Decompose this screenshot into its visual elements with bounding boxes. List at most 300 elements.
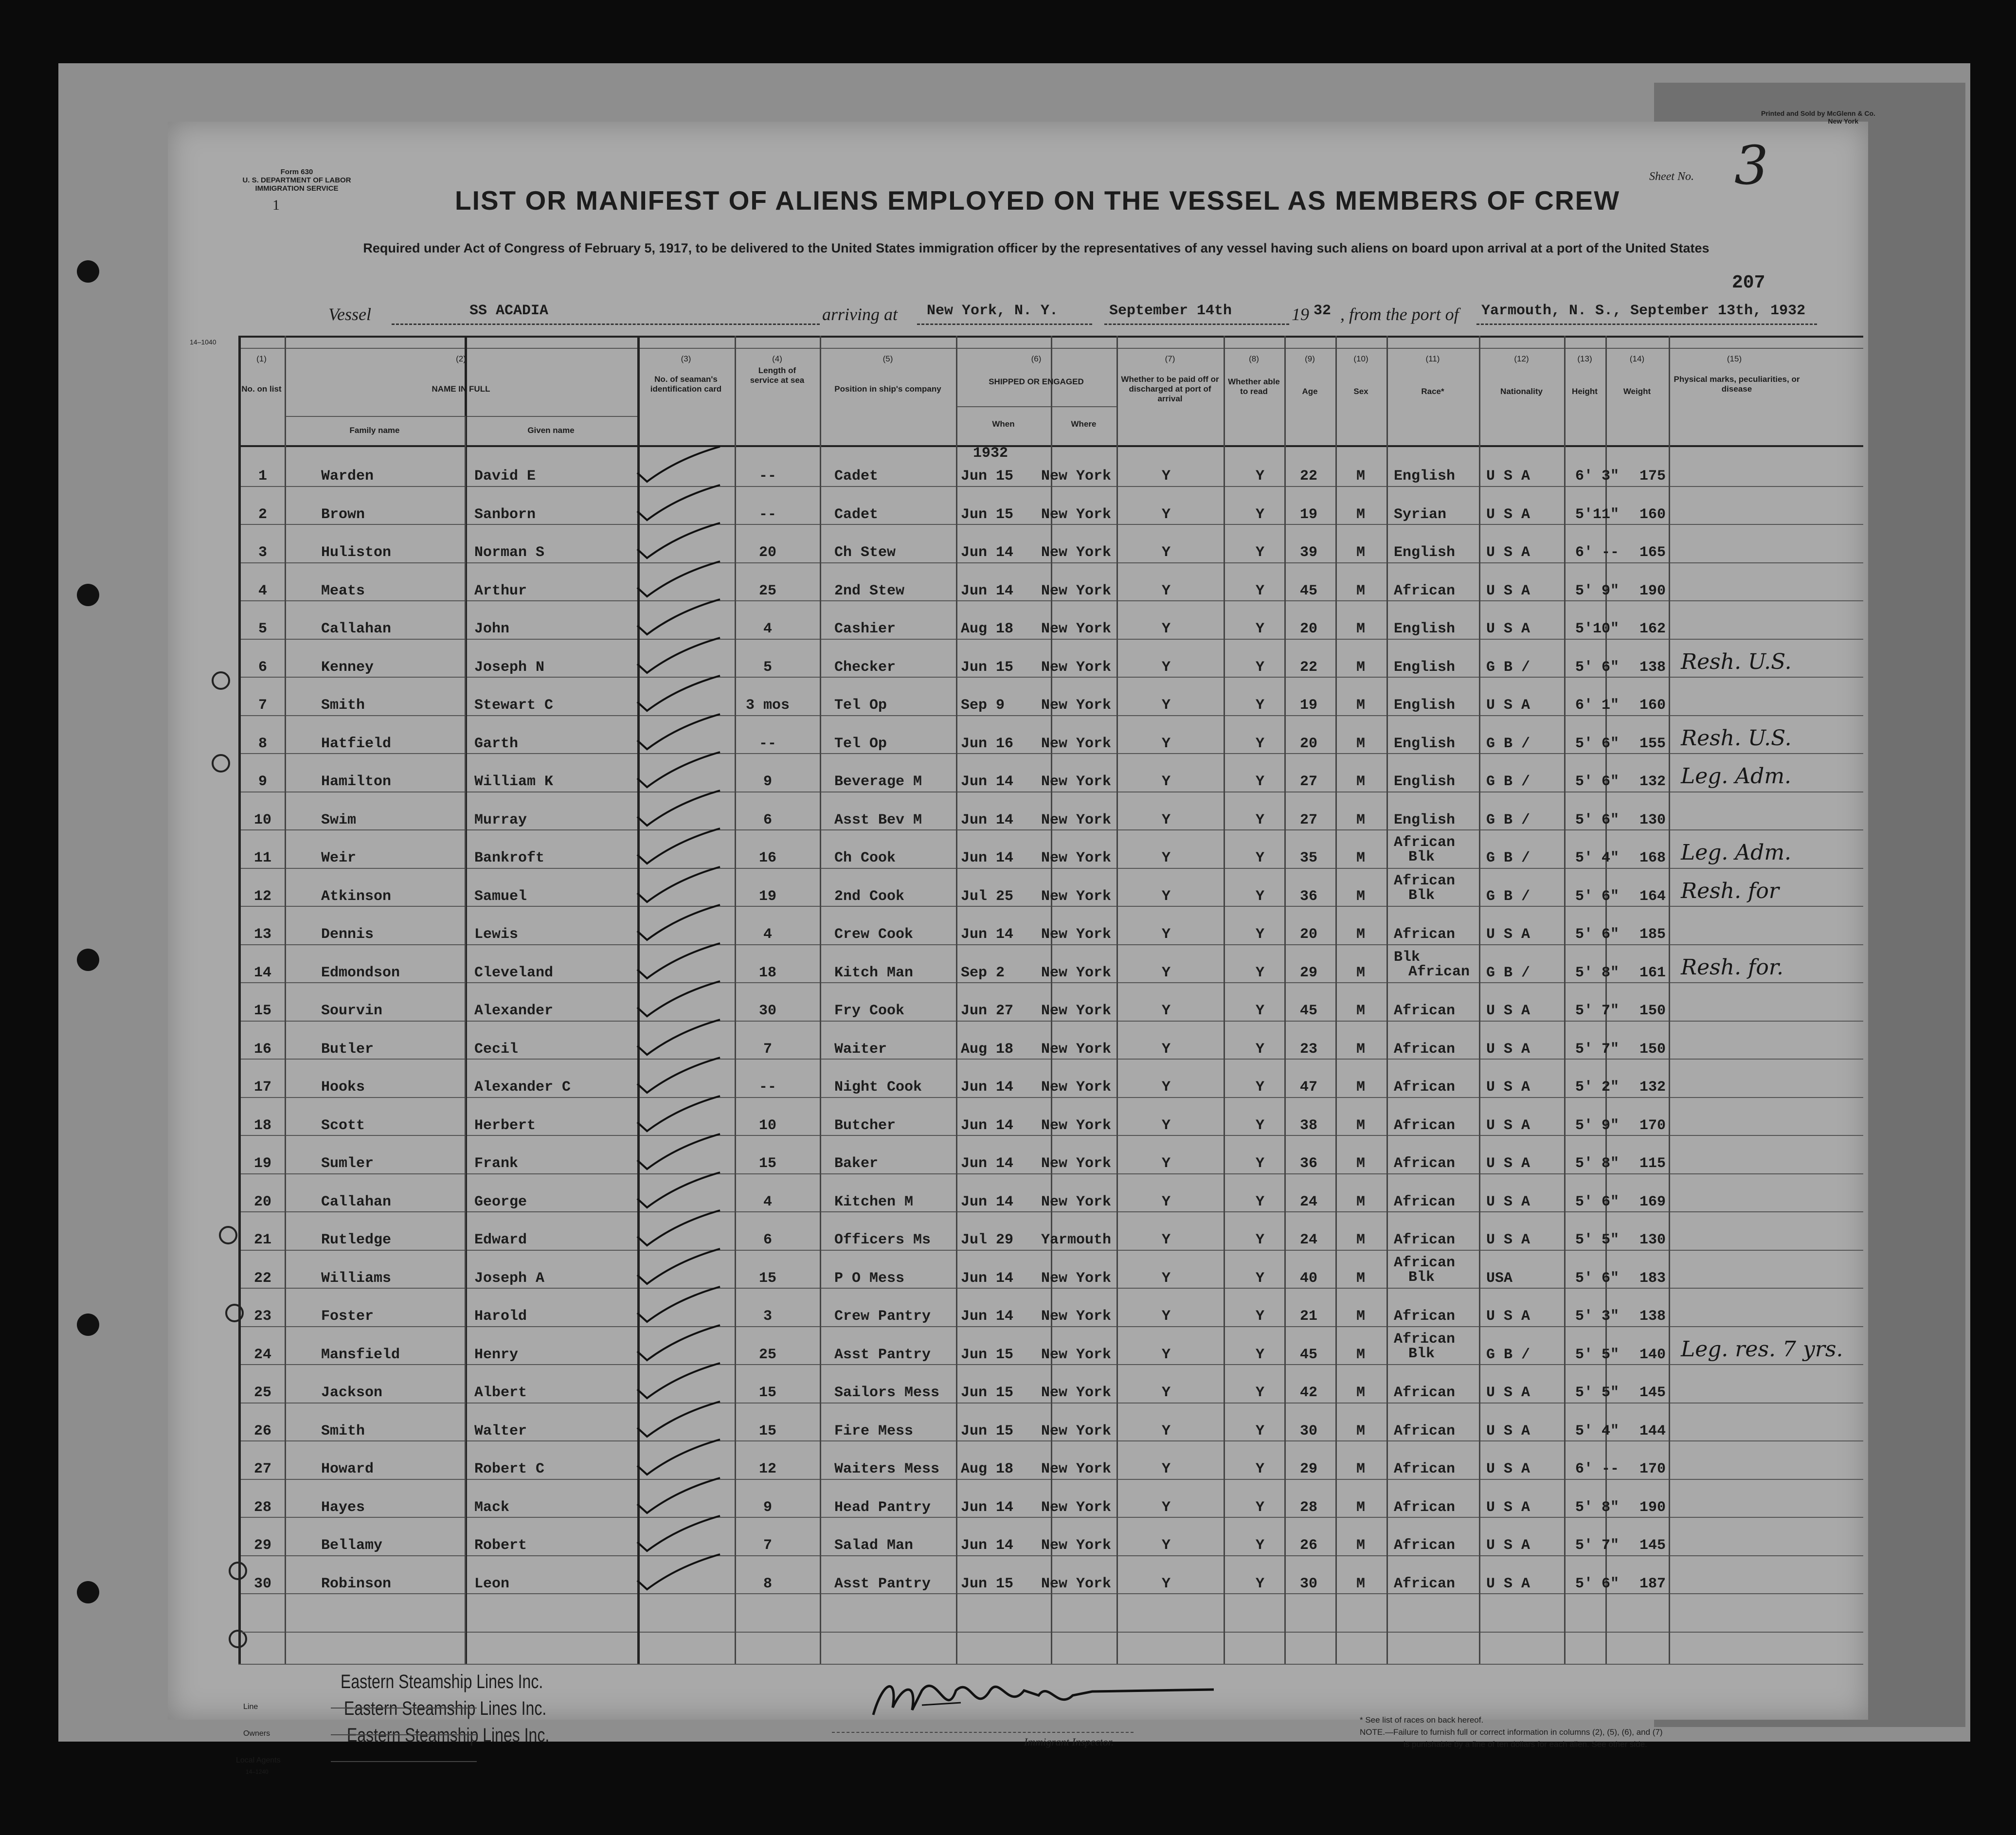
cell-when: Jun 14 (961, 1193, 1014, 1210)
cell-when: Jun 14 (961, 850, 1014, 866)
cell-height: 5' 7" (1575, 1003, 1620, 1019)
cell-family-name: Sourvin (321, 1003, 383, 1019)
cell-race-secondary: Blk (1408, 1269, 1435, 1286)
cell-height: 5' 4" (1575, 1422, 1620, 1439)
cell-length-of-service: 16 (758, 850, 776, 866)
check-mark-icon (632, 1474, 725, 1518)
cell-paid-off: Y (1161, 544, 1170, 561)
cell-family-name: Dennis (321, 926, 374, 943)
cell-where: New York (1041, 1155, 1112, 1172)
check-mark-icon (632, 1359, 725, 1403)
cell-height: 5' 6" (1575, 774, 1620, 790)
cell-where: New York (1041, 659, 1112, 676)
cell-family-name: Atkinson (321, 888, 392, 905)
cell-height: 5' 6" (1575, 659, 1620, 676)
inspector-label: Immigrant Inspector. (1024, 1736, 1114, 1748)
cell-sex: M (1356, 1041, 1365, 1058)
cell-sex: M (1356, 1537, 1365, 1554)
cell-position: Night Cook (834, 1079, 922, 1096)
check-mark-icon (632, 1512, 725, 1556)
cell-where: New York (1041, 964, 1112, 981)
check-mark-icon (632, 1321, 725, 1365)
cell-sex: M (1356, 697, 1365, 714)
cell-nationality: U S A (1486, 697, 1530, 714)
cell-number: 8 (258, 735, 267, 752)
cell-nationality: U S A (1486, 582, 1530, 599)
cell-given-name: Alexander (474, 1003, 554, 1019)
cell-family-name: Smith (321, 1422, 365, 1439)
cell-family-name: Edmondson (321, 964, 400, 981)
cell-where: New York (1041, 1079, 1112, 1096)
header-paid-off: Whether to be paid off or discharged at port of arrival (1121, 375, 1219, 403)
cell-height: 5' 7" (1575, 1041, 1620, 1058)
cell-length-of-service: -- (758, 735, 776, 752)
cell-number: 1 (258, 468, 267, 485)
cell-race: African (1394, 1499, 1456, 1516)
cell-able-to-read: Y (1255, 621, 1264, 637)
cell-number: 2 (258, 506, 267, 523)
punch-hole (212, 754, 230, 773)
agents-underline (331, 1761, 477, 1762)
cell-able-to-read: Y (1255, 850, 1264, 866)
cell-number: 15 (253, 1003, 271, 1019)
cell-length-of-service: 9 (763, 1499, 772, 1516)
cell-height: 5' 5" (1575, 1385, 1620, 1401)
cell-sex: M (1356, 1385, 1365, 1401)
cell-number: 6 (258, 659, 267, 676)
cell-when: Jun 14 (961, 1499, 1014, 1516)
cell-age: 20 (1299, 735, 1317, 752)
cell-sex: M (1356, 1117, 1365, 1134)
column-rule (1284, 336, 1286, 1664)
cell-when: Jun 15 (961, 659, 1014, 676)
cell-age: 21 (1299, 1308, 1317, 1325)
cell-sex: M (1356, 811, 1365, 828)
header-no-on-list: No. on list (241, 384, 282, 394)
cell-age: 29 (1299, 964, 1317, 981)
cell-family-name: Hamilton (321, 774, 392, 790)
binder-hole (77, 1581, 99, 1603)
cell-physical-marks: Leg. res. 7 yrs. (1681, 1336, 1843, 1362)
cell-where: New York (1041, 1041, 1112, 1058)
cell-sex: M (1356, 544, 1365, 561)
cell-family-name: Callahan (321, 1193, 392, 1210)
column-number: (5) (882, 354, 893, 363)
cell-when: Jun 14 (961, 1270, 1014, 1287)
cell-height: 5' 6" (1575, 926, 1620, 943)
cell-able-to-read: Y (1255, 1155, 1264, 1172)
department: U. S. DEPARTMENT OF LABOR (242, 176, 351, 184)
cell-weight: 155 (1639, 735, 1666, 752)
cell-weight: 170 (1639, 1117, 1666, 1134)
cell-height: 5' 8" (1575, 964, 1620, 981)
cell-height: 5' 7" (1575, 1537, 1620, 1554)
note-penalty-2: is punishable by a fine of ten dollars for each alien. See other side. (1404, 1740, 1647, 1749)
cell-paid-off: Y (1161, 1117, 1170, 1134)
cell-race: English (1394, 811, 1456, 828)
page-subtitle: Required under Act of Congress of February 5, 1917, to be delivered to the United States immigration officer by the representatives of any vessel having such aliens on board upon arrival at a port of the United States (363, 241, 1710, 255)
cell-able-to-read: Y (1255, 544, 1264, 561)
column-rule (1116, 336, 1118, 1664)
cell-age: 24 (1299, 1232, 1317, 1248)
cell-given-name: Murray (474, 811, 527, 828)
year-note: 1932 (973, 445, 1008, 462)
cell-nationality: G B / (1486, 774, 1530, 790)
cell-age: 36 (1299, 1155, 1317, 1172)
cell-given-name: Robert C (474, 1461, 545, 1477)
cell-weight: 162 (1639, 621, 1666, 637)
check-mark-icon (632, 1206, 725, 1250)
cell-weight: 115 (1639, 1155, 1666, 1172)
cell-able-to-read: Y (1255, 926, 1264, 943)
cell-when: Jun 14 (961, 1308, 1014, 1325)
cell-family-name: Mansfield (321, 1346, 400, 1363)
cell-able-to-read: Y (1255, 468, 1264, 485)
check-mark-icon (632, 519, 725, 563)
cell-position: Fire Mess (834, 1422, 914, 1439)
header-name-in-full: NAME IN FULL (432, 384, 490, 394)
cell-able-to-read: Y (1255, 964, 1264, 981)
cell-position: Head Pantry (834, 1499, 931, 1516)
check-mark-icon (632, 825, 725, 868)
cell-age: 20 (1299, 926, 1317, 943)
cell-weight: 165 (1639, 544, 1666, 561)
cell-where: New York (1041, 1499, 1112, 1516)
cell-position: Asst Pantry (834, 1346, 931, 1363)
page-title: LIST OR MANIFEST OF ALIENS EMPLOYED ON THE VESSEL AS MEMBERS OF CREW (455, 185, 1620, 216)
cell-race: African (1394, 1254, 1456, 1271)
departure-port: Yarmouth, N. S., September 13th, 1932 (1481, 303, 1806, 319)
cell-paid-off: Y (1161, 1499, 1170, 1516)
cell-race: African (1394, 1422, 1456, 1439)
cell-when: Jun 15 (961, 1346, 1014, 1363)
cell-physical-marks: Resh. for (1681, 878, 1779, 903)
cell-height: 5' 6" (1575, 1575, 1620, 1592)
cell-family-name: Smith (321, 697, 365, 714)
cell-length-of-service: 7 (763, 1041, 772, 1058)
column-number: (14) (1629, 354, 1645, 363)
header-seaman-card: No. of seaman's identification card (650, 375, 722, 394)
port-underline (917, 324, 1092, 325)
cell-sex: M (1356, 735, 1365, 752)
cell-age: 23 (1299, 1041, 1317, 1058)
header-where: Where (1071, 419, 1097, 429)
cell-able-to-read: Y (1255, 1270, 1264, 1287)
cell-nationality: U S A (1486, 1385, 1530, 1401)
form-number-block (207, 168, 387, 193)
cell-nationality: G B / (1486, 964, 1530, 981)
cell-weight: 132 (1639, 774, 1666, 790)
cell-position: 2nd Cook (834, 888, 905, 905)
binder-hole (77, 949, 99, 971)
cell-family-name: Howard (321, 1461, 374, 1477)
check-mark-icon (632, 863, 725, 907)
header-able-to-read: Whether able to read (1228, 377, 1280, 396)
column-number: (7) (1165, 354, 1175, 363)
cell-paid-off: Y (1161, 1232, 1170, 1248)
cell-age: 19 (1299, 506, 1317, 523)
cell-age: 39 (1299, 544, 1317, 561)
cell-weight: 132 (1639, 1079, 1666, 1096)
column-rule (465, 416, 466, 1664)
cell-family-name: Butler (321, 1041, 374, 1058)
cell-where: New York (1041, 1537, 1112, 1554)
cell-where: Yarmouth (1041, 1232, 1112, 1248)
cell-paid-off: Y (1161, 1193, 1170, 1210)
cell-given-name: Garth (474, 735, 519, 752)
cell-paid-off: Y (1161, 582, 1170, 599)
agents-code: 14–1240 (246, 1768, 269, 1775)
cell-age: 45 (1299, 1346, 1317, 1363)
cell-able-to-read: Y (1255, 735, 1264, 752)
cell-age: 42 (1299, 1385, 1317, 1401)
cell-position: Beverage M (834, 774, 922, 790)
cell-nationality: G B / (1486, 850, 1530, 866)
cell-length-of-service: 19 (758, 888, 776, 905)
cell-height: 5' 6" (1575, 888, 1620, 905)
cell-where: New York (1041, 850, 1112, 866)
cell-sex: M (1356, 1079, 1365, 1096)
cell-paid-off: Y (1161, 1003, 1170, 1019)
column-number: (9) (1305, 354, 1315, 363)
cell-race: English (1394, 774, 1456, 790)
cell-weight: 168 (1639, 850, 1666, 866)
cell-sex: M (1356, 964, 1365, 981)
cell-sex: M (1356, 1308, 1365, 1325)
printer-line-1: Printed and Sold by McGlenn & Co. (1761, 109, 1875, 117)
cell-length-of-service: 25 (758, 1346, 776, 1363)
header-race: Race* (1421, 387, 1444, 396)
cell-when: Jun 15 (961, 1422, 1014, 1439)
cell-race: African (1394, 1041, 1456, 1058)
cell-when: Jun 27 (961, 1003, 1014, 1019)
column-number: (13) (1577, 354, 1592, 363)
cell-given-name: Henry (474, 1346, 519, 1363)
cell-paid-off: Y (1161, 811, 1170, 828)
check-mark-icon (632, 1245, 725, 1289)
cell-given-name: Cleveland (474, 964, 554, 981)
cell-paid-off: Y (1161, 964, 1170, 981)
header-age: Age (1302, 387, 1318, 396)
cell-age: 47 (1299, 1079, 1317, 1096)
cell-number: 7 (258, 697, 267, 714)
cell-nationality: U S A (1486, 1079, 1530, 1096)
cell-given-name: David E (474, 468, 536, 485)
cell-paid-off: Y (1161, 1346, 1170, 1363)
cell-family-name: Rutledge (321, 1232, 392, 1248)
cell-length-of-service: 25 (758, 582, 776, 599)
cell-race: African (1394, 1003, 1456, 1019)
check-mark-icon (632, 939, 725, 983)
cell-weight: 190 (1639, 582, 1666, 599)
cell-height: 5' 8" (1575, 1155, 1620, 1172)
cell-family-name: Weir (321, 850, 357, 866)
cell-weight: 130 (1639, 1232, 1666, 1248)
cell-family-name: Warden (321, 468, 374, 485)
form-number: Form 630 (280, 168, 313, 176)
column-number: (6) (1031, 354, 1042, 363)
check-mark-icon (632, 1130, 725, 1174)
cell-length-of-service: 4 (763, 621, 772, 637)
cell-when: Aug 18 (961, 1461, 1014, 1477)
cell-position: Checker (834, 659, 896, 676)
cell-nationality: G B / (1486, 659, 1530, 676)
cell-where: New York (1041, 1003, 1112, 1019)
cell-able-to-read: Y (1255, 1117, 1264, 1134)
cell-family-name: Swim (321, 811, 357, 828)
cell-able-to-read: Y (1255, 1003, 1264, 1019)
line-company: Eastern Steamship Lines Inc. (341, 1671, 543, 1692)
cell-paid-off: Y (1161, 697, 1170, 714)
column-rule (1564, 336, 1566, 1664)
cell-length-of-service: -- (758, 468, 776, 485)
check-mark-icon (632, 710, 725, 754)
arriving-port: New York, N. Y. (927, 303, 1059, 319)
cell-sex: M (1356, 506, 1365, 523)
cell-height: 5' 6" (1575, 735, 1620, 752)
cell-family-name: Bellamy (321, 1537, 383, 1554)
punch-hole (229, 1630, 247, 1648)
cell-age: 20 (1299, 621, 1317, 637)
cell-position: Cashier (834, 621, 896, 637)
cell-able-to-read: Y (1255, 1575, 1264, 1592)
stamp-number: 207 (1732, 272, 1765, 293)
service: IMMIGRATION SERVICE (255, 184, 339, 193)
cell-nationality: U S A (1486, 1499, 1530, 1516)
cell-paid-off: Y (1161, 1079, 1170, 1096)
column-number: (10) (1353, 354, 1368, 363)
agents-label: Local Agents (236, 1756, 281, 1764)
cell-when: Aug 18 (961, 621, 1014, 637)
check-mark-icon (632, 443, 725, 486)
cell-nationality: U S A (1486, 1232, 1530, 1248)
header-weight: Weight (1623, 387, 1651, 396)
cell-race: African (1394, 1461, 1456, 1477)
cell-position: P O Mess (834, 1270, 905, 1287)
cell-nationality: U S A (1486, 1117, 1530, 1134)
column-rule (285, 336, 286, 1664)
cell-able-to-read: Y (1255, 1041, 1264, 1058)
cell-paid-off: Y (1161, 468, 1170, 485)
departure-underline (1476, 324, 1817, 325)
cell-number: 10 (253, 811, 271, 828)
line-underline (331, 1708, 477, 1709)
cell-family-name: Callahan (321, 621, 392, 637)
cell-sex: M (1356, 1346, 1365, 1363)
cell-given-name: Albert (474, 1385, 527, 1401)
cell-able-to-read: Y (1255, 1079, 1264, 1096)
cell-paid-off: Y (1161, 735, 1170, 752)
cell-height: 5' 6" (1575, 1193, 1620, 1210)
cell-able-to-read: Y (1255, 811, 1264, 828)
cell-number: 12 (253, 888, 271, 905)
cell-family-name: Robinson (321, 1575, 392, 1592)
header-length-of-service: Length of service at sea (750, 366, 805, 385)
cell-sex: M (1356, 1003, 1365, 1019)
cell-physical-marks: Resh. U.S. (1681, 649, 1792, 674)
cell-sex: M (1356, 582, 1365, 599)
cell-number: 19 (253, 1155, 271, 1172)
cell-height: 5'11" (1575, 506, 1620, 523)
cell-given-name: Joseph N (474, 659, 545, 676)
owners-underline (331, 1734, 477, 1735)
arrival-date: September 14th (1109, 303, 1232, 319)
cell-given-name: Norman S (474, 544, 545, 561)
header-given-name: Given name (527, 426, 575, 435)
cell-given-name: Harold (474, 1308, 527, 1325)
cell-paid-off: Y (1161, 1537, 1170, 1554)
column-number: (11) (1425, 354, 1440, 363)
cell-paid-off: Y (1161, 888, 1170, 905)
cell-paid-off: Y (1161, 506, 1170, 523)
cell-height: 5' 9" (1575, 582, 1620, 599)
cell-age: 29 (1299, 1461, 1317, 1477)
cell-sex: M (1356, 1422, 1365, 1439)
cell-position: Asst Bev M (834, 811, 922, 828)
cell-age: 30 (1299, 1575, 1317, 1592)
cell-family-name: Brown (321, 506, 365, 523)
cell-race: African (1394, 582, 1456, 599)
cell-physical-marks: Resh. U.S. (1681, 725, 1792, 751)
cell-nationality: U S A (1486, 1003, 1530, 1019)
cell-when: Jun 14 (961, 1117, 1014, 1134)
cell-family-name: Hooks (321, 1079, 365, 1096)
cell-able-to-read: Y (1255, 1308, 1264, 1325)
cell-where: New York (1041, 468, 1112, 485)
vessel-underline (392, 324, 820, 325)
cell-family-name: Williams (321, 1270, 392, 1287)
header-position: Position in ship's company (834, 384, 941, 394)
check-mark-icon (632, 748, 725, 792)
line-label: Line (243, 1703, 258, 1711)
check-mark-icon (632, 1169, 725, 1212)
cell-able-to-read: Y (1255, 1499, 1264, 1516)
cell-given-name: Frank (474, 1155, 519, 1172)
cell-paid-off: Y (1161, 1461, 1170, 1477)
cell-nationality: G B / (1486, 811, 1530, 828)
check-mark-icon (632, 634, 725, 678)
cell-where: New York (1041, 621, 1112, 637)
cell-length-of-service: -- (758, 506, 776, 523)
cell-able-to-read: Y (1255, 1422, 1264, 1439)
cell-given-name: Cecil (474, 1041, 519, 1058)
cell-height: 5' 9" (1575, 1117, 1620, 1134)
check-mark-icon (632, 1054, 725, 1097)
cell-age: 45 (1299, 1003, 1317, 1019)
cell-race: African (1394, 1575, 1456, 1592)
cell-family-name: Scott (321, 1117, 365, 1134)
cell-nationality: USA (1486, 1270, 1513, 1287)
cell-where: New York (1041, 774, 1112, 790)
cell-when: Jul 29 (961, 1232, 1014, 1248)
cell-nationality: U S A (1486, 1308, 1530, 1325)
cell-sex: M (1356, 926, 1365, 943)
cell-paid-off: Y (1161, 774, 1170, 790)
cell-height: 6' -- (1575, 544, 1620, 561)
cell-where: New York (1041, 1193, 1112, 1210)
cell-nationality: U S A (1486, 1155, 1530, 1172)
cell-position: Butcher (834, 1117, 896, 1134)
cell-age: 22 (1299, 468, 1317, 485)
arriving-label: arriving at (822, 305, 898, 324)
header-sex: Sex (1353, 387, 1368, 396)
column-number: (2) (456, 354, 466, 363)
cell-weight: 145 (1639, 1385, 1666, 1401)
subheader-rule (285, 416, 637, 417)
cell-age: 35 (1299, 850, 1317, 866)
cell-position: Ch Stew (834, 544, 896, 561)
cell-physical-marks: Leg. Adm. (1681, 840, 1792, 865)
